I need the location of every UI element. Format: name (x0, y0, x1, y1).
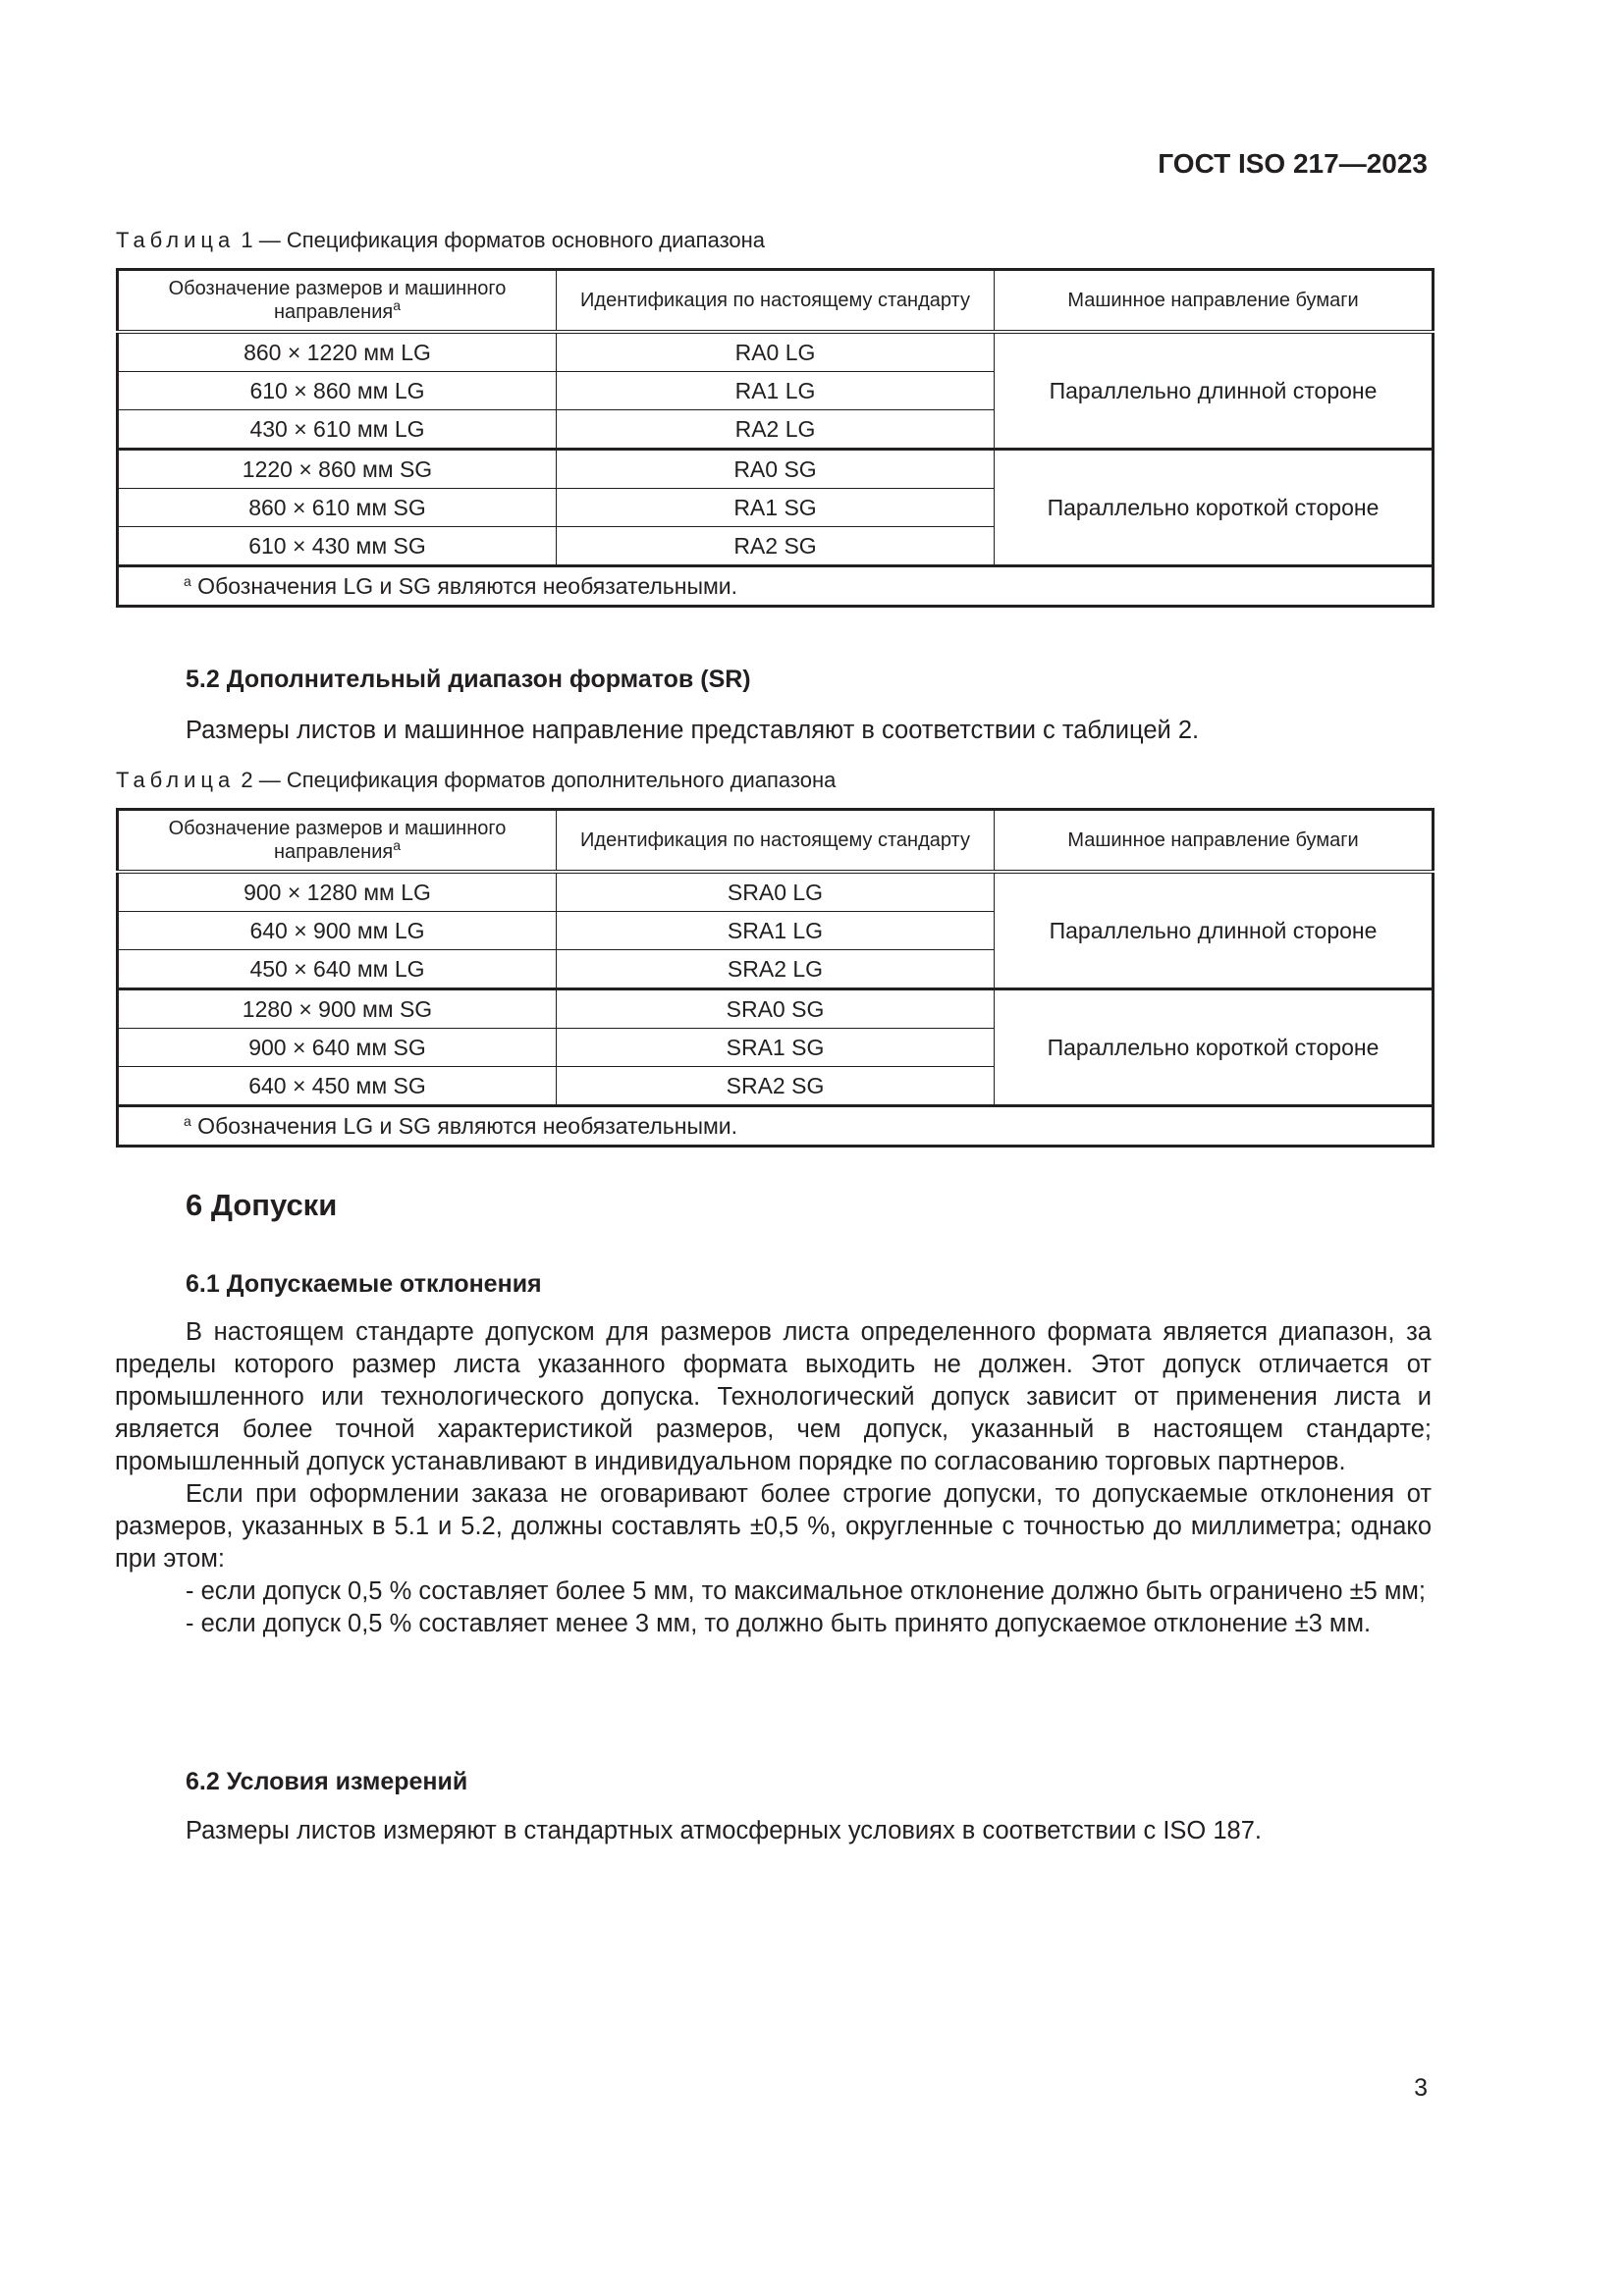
size-cell: 900 × 640 мм SG (118, 1029, 557, 1067)
table2 (116, 808, 1435, 1148)
table1-caption-title: 1 — Спецификация форматов основного диапазона (235, 228, 766, 252)
table-row (118, 450, 1434, 489)
id-cell: RA1 LG (557, 372, 995, 410)
id-cell: SRA1 SG (557, 1029, 995, 1067)
list-item: - если допуск 0,5 % составляет более 5 мм, то максимальное отклонение должно быть ограничено ±5 мм; (186, 1577, 1427, 1605)
table2-header-row (118, 810, 1434, 873)
table-row (118, 872, 1434, 912)
section-5-2-text: Размеры листов и машинное направление представляют в соответствии с таблицей 2. (186, 717, 1200, 744)
size-cell: 860 × 1220 мм LG (118, 332, 557, 372)
table1-header-id: Идентификация по настоящему стандарту (557, 270, 995, 333)
size-cell: 860 × 610 мм SG (118, 489, 557, 527)
id-cell: SRA0 SG (557, 989, 995, 1029)
section-6-1-heading: 6.1 Допускаемые отклонения (186, 1270, 542, 1298)
size-cell: 640 × 900 мм LG (118, 912, 557, 950)
id-cell: SRA0 LG (557, 872, 995, 912)
table2-caption-title: 2 — Спецификация форматов дополнительного диапазона (235, 768, 837, 792)
size-cell: 450 × 640 мм LG (118, 950, 557, 989)
size-cell: 1280 × 900 мм SG (118, 989, 557, 1029)
table2-header-id: Идентификация по настоящему стандарту (557, 810, 995, 873)
table2-header-size: Обозначение размеров и машинного направления$^a$ (118, 810, 557, 873)
id-cell: SRA1 LG (557, 912, 995, 950)
table-row (118, 332, 1434, 372)
direction-cell: Параллельно длинной стороне (995, 332, 1434, 450)
paragraph: Если при оформлении заказа не оговаривают более строгие допуски, то допускаемые отклонения от размеров, указанных в 5.1 и 5.2, должны составлять ±0,5 %, округленные с точностью до миллиметра; однако при этом: (115, 1480, 1432, 1573)
size-cell: 1220 × 860 мм SG (118, 450, 557, 489)
table2-caption (116, 767, 836, 794)
table2-footnote: $^a$ Обозначения LG и SG являются необязательными. (118, 1106, 1434, 1147)
size-cell: 610 × 430 мм SG (118, 527, 557, 566)
paragraph: В настоящем стандарте допуском для размеров листа определенного формата является диапазон, за пределы которого размер листа указанного формата выходить не должен. Этот допуск отличается от промышленного или технологического допуска. Технологический допуск зависит от применения листа и является более точной характеристикой размеров, чем допуск, указанный в настоящем стандарте; промышленный допуск устанавливают в индивидуальном порядке по согласованию торговых партнеров. (115, 1318, 1432, 1475)
table1-footnote: $^a$ Обозначения LG и SG являются необязательными. (118, 566, 1434, 607)
direction-cell: Параллельно короткой стороне (995, 450, 1434, 566)
section-6-heading: 6 Допуски (186, 1188, 338, 1222)
document-code: ГОСТ ISO 217—2023 (1158, 148, 1428, 179)
size-cell: 610 × 860 мм LG (118, 372, 557, 410)
table1-header-direction: Машинное направление бумаги (995, 270, 1434, 333)
section-6-2-heading: 6.2 Условия измерений (186, 1768, 468, 1795)
id-cell: RA0 LG (557, 332, 995, 372)
size-cell: 640 × 450 мм SG (118, 1067, 557, 1106)
table1 (116, 268, 1435, 608)
list-item: - если допуск 0,5 % составляет менее 3 мм, то должно быть принято допускаемое отклонение ±3 мм. (186, 1610, 1372, 1637)
size-cell: 900 × 1280 мм LG (118, 872, 557, 912)
id-cell: RA0 SG (557, 450, 995, 489)
section-6-2-text: Размеры листов измеряют в стандартных атмосферных условиях в соответствии с ISO 187. (186, 1817, 1262, 1844)
id-cell: RA2 LG (557, 410, 995, 450)
id-cell: RA2 SG (557, 527, 995, 566)
page-number: 3 (1414, 2074, 1428, 2102)
table1-caption-prefix: Таблица (116, 228, 236, 252)
section-6-1-body (115, 1316, 1432, 1640)
size-cell: 430 × 610 мм LG (118, 410, 557, 450)
table-row (118, 989, 1434, 1029)
table2-footnote-row (118, 1106, 1434, 1147)
table2-caption-prefix: Таблица (116, 768, 236, 792)
id-cell: SRA2 LG (557, 950, 995, 989)
id-cell: SRA2 SG (557, 1067, 995, 1106)
id-cell: RA1 SG (557, 489, 995, 527)
direction-cell: Параллельно длинной стороне (995, 872, 1434, 989)
table2-header-direction: Машинное направление бумаги (995, 810, 1434, 873)
section-5-2-heading: 5.2 Дополнительный диапазон форматов (SR) (186, 666, 751, 693)
table1-header-size: Обозначение размеров и машинного направления$^a$ (118, 270, 557, 333)
table1-header-row (118, 270, 1434, 333)
table1-caption (116, 227, 765, 254)
table1-footnote-row (118, 566, 1434, 607)
direction-cell: Параллельно короткой стороне (995, 989, 1434, 1106)
